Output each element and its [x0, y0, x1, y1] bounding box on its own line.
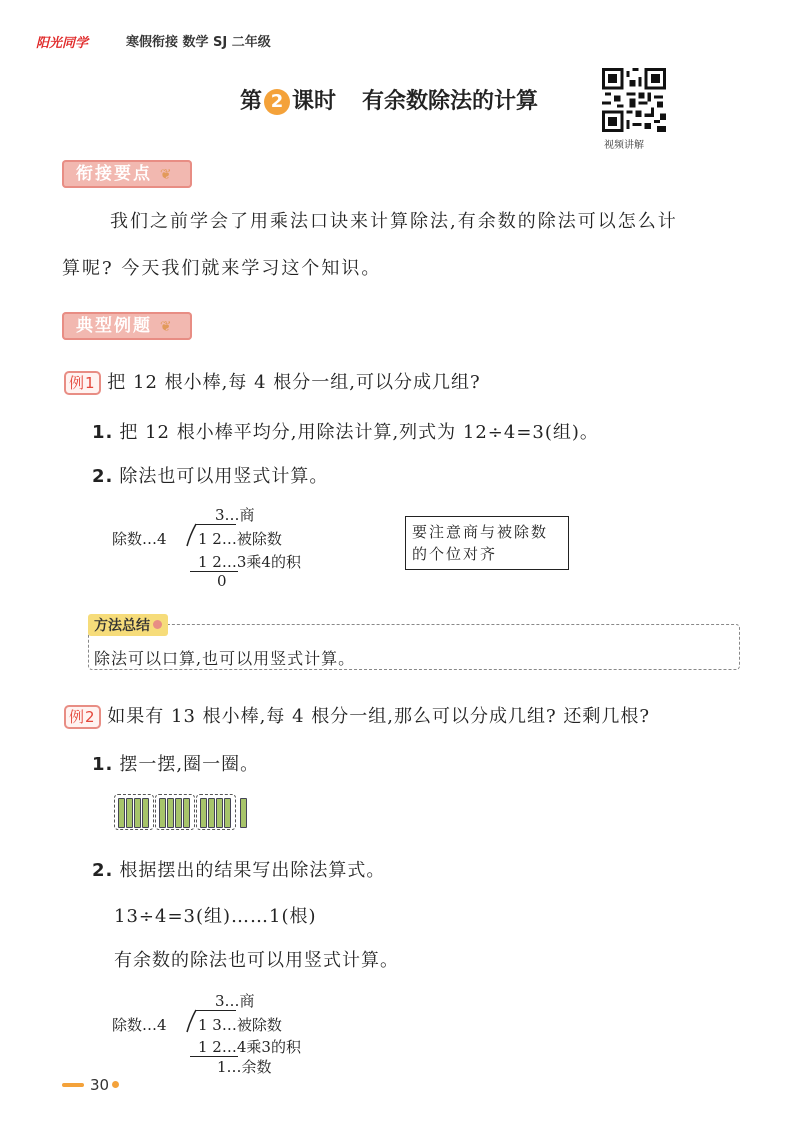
step-text: 根据摆出的结果写出除法算式。 [119, 860, 386, 881]
intro-line-2: 算呢? 今天我们就来学习这个知识。 [62, 258, 382, 279]
division-bar [196, 1010, 236, 1011]
stick [216, 798, 223, 828]
subtraction-line [190, 571, 238, 572]
example2-question: 如果有 13 根小棒,每 4 根分一组,那么可以分成几组? 还剩几根? [107, 706, 650, 727]
example2-remark: 有余数的除法也可以用竖式计算。 [114, 950, 399, 971]
stick [200, 798, 207, 828]
title-prefix: 第 [240, 89, 263, 114]
note-box: 要注意商与被除数的个位对齐 [405, 516, 569, 570]
dividend-line: 1 3…被除数 [198, 1016, 282, 1034]
example1-step2 [92, 462, 328, 488]
qr-caption: 视频讲解 [604, 140, 644, 151]
stick [118, 798, 125, 828]
stick [126, 798, 133, 828]
method-summary-label: 方法总结 [94, 618, 150, 634]
division-bar [196, 524, 236, 525]
page-number-bar [62, 1083, 84, 1087]
step-text: 把 12 根小棒平均分,用除法计算,列式为 12÷4=3(组)。 [119, 422, 599, 443]
stick [175, 798, 182, 828]
example1-question-row [64, 368, 481, 395]
page-title [240, 84, 538, 115]
leaf-icon: ❦ [159, 167, 174, 183]
stick [159, 798, 166, 828]
intro-line-1: 我们之前学会了用乘法口诀来计算除法,有余数的除法可以怎么计 [110, 211, 678, 232]
lesson-number-badge: 2 [264, 89, 290, 115]
product-line: 1 2…4乘3的积 [198, 1038, 301, 1056]
stick-leftover [240, 798, 247, 828]
title-topic: 有余数除法的计算 [362, 89, 539, 114]
example1-tag: 例1 [64, 371, 101, 395]
step-number: 2. [92, 860, 114, 881]
step-text: 除法也可以用竖式计算。 [119, 466, 329, 487]
method-summary-text: 除法可以口算,也可以用竖式计算。 [94, 649, 356, 668]
remainder-line: 1…余数 [217, 1058, 272, 1076]
remainder-line: 0 [217, 572, 227, 590]
method-summary-tag [88, 614, 168, 636]
book-subtitle: 寒假衔接 数学 SJ 二年级 [126, 35, 271, 50]
product-line: 1 2…3乘4的积 [198, 553, 301, 571]
stick [208, 798, 215, 828]
leaf-icon: ❦ [159, 319, 174, 335]
section-tag-examples [62, 312, 192, 340]
example2-equation: 13÷4=3(组)……1(根) [114, 906, 317, 927]
stick [167, 798, 174, 828]
division-bracket-icon [186, 1008, 198, 1034]
quotient-line: 3…商 [215, 992, 255, 1010]
example1-question: 把 12 根小棒,每 4 根分一组,可以分成几组? [107, 372, 481, 393]
division-bracket-icon [186, 522, 198, 548]
quotient-line: 3…商 [215, 506, 255, 524]
step-number: 1. [92, 754, 114, 775]
page-number: 30 [90, 1076, 110, 1094]
dot-icon [153, 620, 162, 629]
page-number-dot [112, 1081, 119, 1088]
example2-step2 [92, 856, 385, 882]
stick [183, 798, 190, 828]
example2-tag: 例2 [64, 705, 101, 729]
example2-question-row [64, 702, 650, 729]
dividend-line: 1 2…被除数 [198, 530, 282, 548]
divisor-label: 除数…4 [112, 1016, 167, 1034]
example2-step1 [92, 750, 259, 776]
brand-logo: 阳光同学 [36, 36, 89, 51]
stick [142, 798, 149, 828]
section-tag-label: 衔接要点 [76, 164, 152, 184]
step-number: 2. [92, 466, 114, 487]
divisor-label: 除数…4 [112, 530, 167, 548]
stick [224, 798, 231, 828]
example1-step1 [92, 418, 599, 444]
step-text: 摆一摆,圈一圈。 [119, 754, 260, 775]
section-tag-label: 典型例题 [76, 316, 152, 336]
title-suffix: 课时 [292, 89, 337, 114]
stick [134, 798, 141, 828]
step-number: 1. [92, 422, 114, 443]
section-tag-key-points [62, 160, 192, 188]
qr-code-icon[interactable] [602, 68, 666, 132]
